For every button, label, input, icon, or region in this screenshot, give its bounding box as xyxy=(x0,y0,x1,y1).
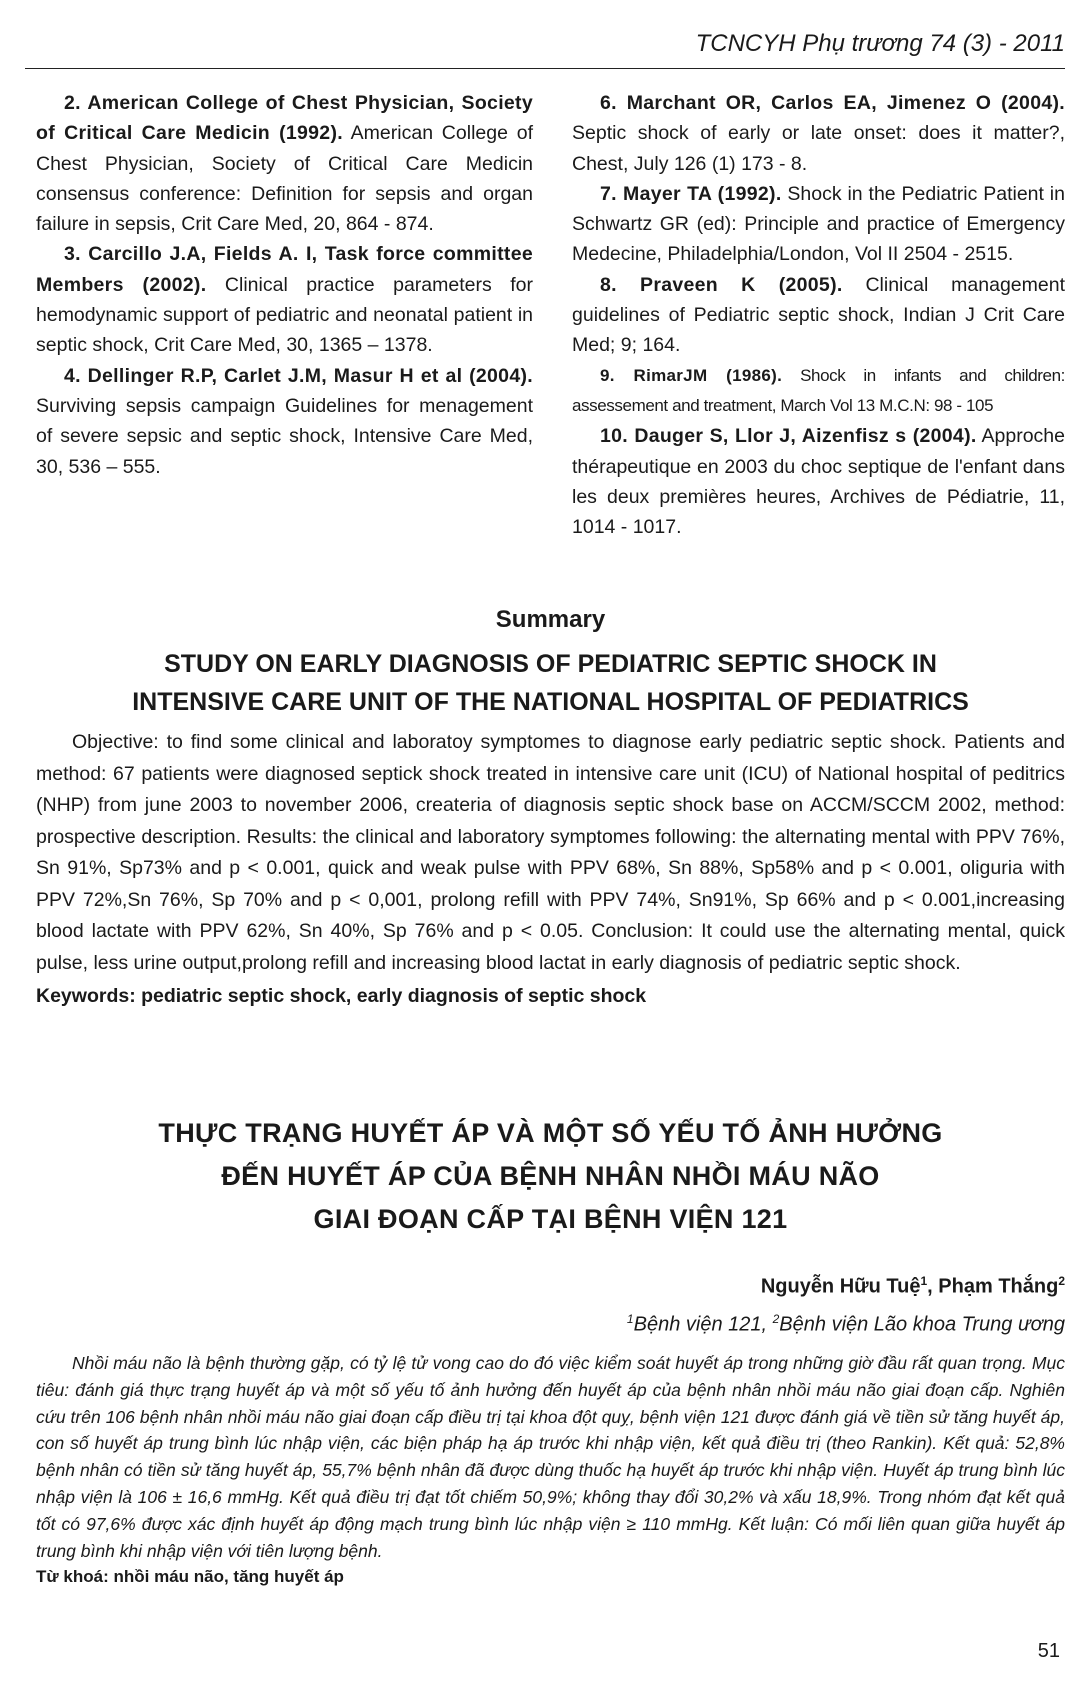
reference-authors: 6. Marchant OR, Carlos EA, Jimenez O (2004). xyxy=(600,92,1065,114)
reference-authors: 10. Dauger S, Llor J, Aizenfisz s (2004). xyxy=(600,425,977,448)
author-names xyxy=(627,1265,1065,1303)
reference-authors: 2. American College of Chest Physician, Society of Critical Care Medicin (1992). xyxy=(36,92,533,145)
reference-text: Surviving sepsis campaign Guidelines for menagement of severe sepsic and septic shock, Intensive Care Med, 30, 536 – 555. xyxy=(36,394,533,478)
references-right-column xyxy=(572,88,1065,542)
page-number: 51 xyxy=(1037,1640,1060,1662)
author-name: Nguyễn Hữu Tuệ xyxy=(760,1275,921,1298)
reference-3 xyxy=(36,239,533,360)
reference-authors: 4. Dellinger R.P, Carlet J.M, Masur H et al (2004). xyxy=(64,364,533,387)
reference-authors: 3. Carcillo J.A, Fields A. I, Task force committee Members (2002). xyxy=(36,243,533,296)
reference-4 xyxy=(36,361,533,482)
affiliation-superscript: 2 xyxy=(772,1311,780,1326)
author-affiliations xyxy=(627,1303,1065,1341)
article-title-line: ĐẾN HUYẾT ÁP CỦA BỆNH NHÂN NHỒI MÁU NÃO xyxy=(221,1161,880,1191)
author-separator: , xyxy=(927,1275,939,1298)
summary-heading: Summary xyxy=(495,606,606,633)
references-left-column xyxy=(36,88,533,482)
summary-title-line: STUDY ON EARLY DIAGNOSIS OF PEDIATRIC SEPTIC SHOCK IN xyxy=(164,650,937,678)
reference-authors: 8. Praveen K (2005). xyxy=(600,273,843,296)
reference-text: Septic shock of early or late onset: does it matter?, Chest, July 126 (1) 173 - 8. xyxy=(572,122,1065,175)
reference-10 xyxy=(572,421,1065,542)
reference-authors: 9. RimarJM (1986). xyxy=(600,365,783,385)
reference-text: Clinical practice parameters for hemodynamic support of pediatric and neonatal patient in septic shock, Crit Care Med, 30, 1365 – 1378. xyxy=(36,273,533,357)
summary-title xyxy=(36,645,1065,721)
reference-7 xyxy=(572,179,1065,270)
reference-8 xyxy=(572,270,1065,361)
article-title-line: THỰC TRẠNG HUYẾT ÁP VÀ MỘT SỐ YẾU TỐ ẢNH HƯỞNG xyxy=(158,1118,943,1148)
header-rule xyxy=(25,68,1065,69)
affiliation: Bệnh viện 121, xyxy=(633,1313,773,1336)
reference-2 xyxy=(36,88,533,239)
reference-text: American College of Chest Physician, Society of Critical Care Medicin consensus conference: Definition for sepsis and organ failure in sepsis, Crit Care Med, 20, 864 - 874. xyxy=(36,122,533,236)
summary-title-line: INTENSIVE CARE UNIT OF THE NATIONAL HOSPITAL OF PEDIATRICS xyxy=(132,688,969,716)
reference-text: Shock in the Pediatric Patient in Schwartz GR (ed): Principle and practice of Emergency Medecine, Philadelphia/London, Vol II 2504 - 2515. xyxy=(572,182,1065,266)
author-superscript: 1 xyxy=(920,1274,928,1288)
english-summary xyxy=(36,603,1065,1013)
affiliation: Bệnh viện Lão khoa Trung ương xyxy=(779,1313,1065,1336)
article-title xyxy=(36,1112,1065,1241)
reference-authors: 7. Mayer TA (1992). xyxy=(600,182,782,205)
abstract-keywords: Từ khoá: nhồi máu não, tăng huyết áp xyxy=(36,1567,344,1587)
affiliation-superscript: 1 xyxy=(626,1311,634,1326)
reference-text: Shock in infants and children: assessement and treatment, March Vol 13 M.C.N: 98 - 105 xyxy=(572,365,1065,415)
article-abstract xyxy=(36,1350,1065,1591)
running-header: TCNCYH Phụ trương 74 (3) - 2011 xyxy=(695,30,1065,57)
summary-keywords: Keywords: pediatric septic shock, early diagnosis of septic shock xyxy=(36,985,647,1007)
author-name: Phạm Thắng xyxy=(938,1275,1059,1298)
abstract-body: Nhồi máu não là bệnh thường gặp, có tỷ lệ tử vong cao do đó việc kiểm soát huyết áp trong những giờ đầu rất quan trọng. Mục tiêu: đánh giá thực trạng huyết áp và một số yếu tố ảnh hưởng đến huyết áp của bệnh nhân nhồi máu não giai đoạn cấp. Nghiên cứu trên 106 bệnh nhân nhồi máu não giai đoạn cấp điều trị tại khoa đột quỵ, bệnh viện 121 được đánh giá về tiền sử tăng huyết áp, con số huyết áp trung bình lúc nhập viện, các biện pháp hạ áp trước khi nhập viện, kết quả điều trị (theo Rankin). Kết quả: 52,8% bệnh nhân có tiền sử tăng huyết áp, 55,7% bệnh nhân đã được dùng thuốc hạ huyết áp trước khi nhập viện. Huyết áp trung bình lúc nhập viện là 106 ± 16,6 mmHg. Kết quả điều trị đạt tốt chiếm 50,9%; không thay đổi 30,2% và xấu 18,9%. Trong nhóm đạt kết quả tốt có 97,6% được xác định huyết áp động mạch trung bình lúc nhập viện ≥ 110 mmHg. Kết luận: Có mối liên quan giữa huyết áp trung bình khi nhập viện với tiên lượng bệnh. xyxy=(36,1353,1065,1561)
author-superscript: 2 xyxy=(1058,1274,1065,1288)
reference-text: Clinical management guidelines of Pediatric septic shock, Indian J Crit Care Med; 9; 164. xyxy=(572,273,1065,357)
article-title-line: GIAI ĐOẠN CẤP TẠI BỆNH VIỆN 121 xyxy=(313,1204,788,1234)
reference-9 xyxy=(572,361,1065,422)
article-authors xyxy=(627,1265,1065,1340)
summary-body: Objective: to find some clinical and laboratoy symptomes to diagnose early pediatric septic shock. Patients and method: 67 patients were diagnosed septick shock treated in intensive care unit (ICU) of National hospital of peditrics (NHP) from june 2003 to november 2006, createria of diagnosis septic shock base on ACCM/SCCM 2002, method: prospective description. Results: the clinical and laboratory symptomes following: the alternating mental with PPV 76%, Sn 91%, Sp73% and p < 0.001, quick and weak pulse with PPV 68%, Sn 88%, Sp58% and p < 0.001, oliguria with PPV 72%,Sn 76%, Sp 70% and p < 0,001, prolong refill with PPV 74%, Sn91%, Sp 66% and p < 0.001,increasing blood lactate with PPV 62%, Sn 40%, Sp 76% and p < 0.05. Conclusion: It could use the alternating mental, quick pulse, less urine output,prolong refill and increasing blood lactat in early diagnosis of pediatric septic shock. xyxy=(36,731,1065,974)
reference-6 xyxy=(572,88,1065,179)
reference-text: Approche thérapeutique en 2003 du choc septique de l'enfant dans les deux premières heures, Archives de Pédiatrie, 11, 1014 - 1017. xyxy=(572,425,1066,539)
